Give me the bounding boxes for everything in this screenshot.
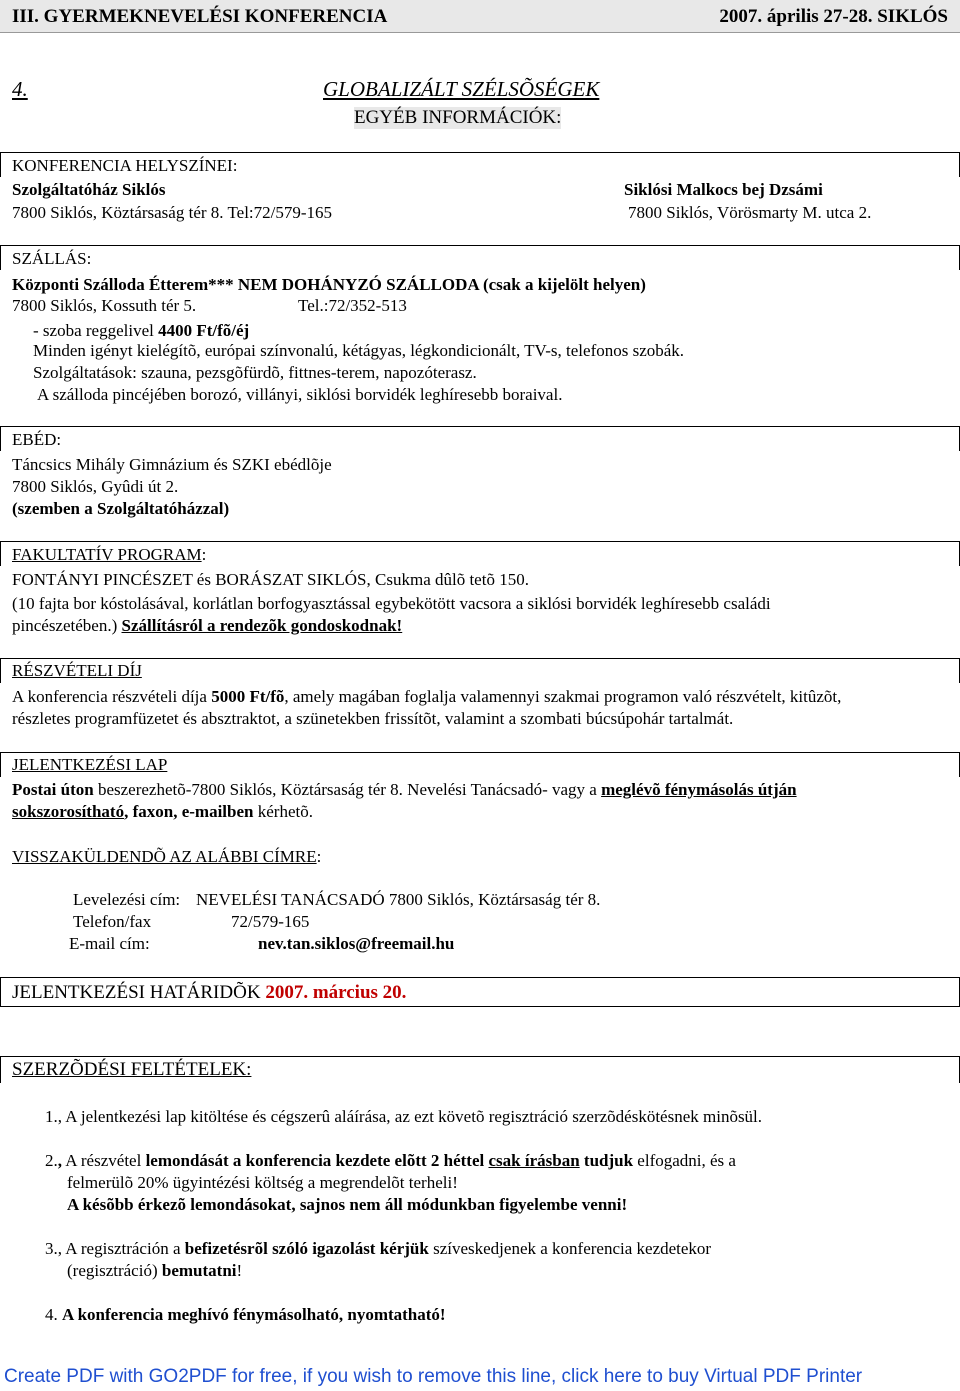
term-4-number: 4. <box>45 1305 62 1324</box>
registration-line-2 <box>12 802 313 822</box>
hotel-description-3: A szálloda pincéjében borozó, villányi, siklósi borvidék leghíresebb boraival. <box>37 385 563 404</box>
registration-line-1 <box>12 780 797 800</box>
fee-amount: 5000 Ft/fõ <box>211 687 285 706</box>
hotel-description-1: Minden igényt kielégítõ, európai színvonalú, kétágyas, légkondicionált, TV-s, telefonos szobák. <box>33 341 685 360</box>
deadline-label: JELENTKEZÉSI HATÁRIDÕK <box>12 982 266 1003</box>
reproducible: sokszorosítható <box>12 802 125 821</box>
term-3-registration: (regisztráció) <box>67 1261 162 1280</box>
header-conference-title: III. GYERMEKNEVELÉSI KONFERENCIA <box>12 6 388 27</box>
pdf-footer-link[interactable]: Create PDF with GO2PDF for free, if you wish to remove this line, click here to buy Virtual PDF Printer <box>4 1366 863 1387</box>
winery-description-cont <box>12 616 402 636</box>
email-value[interactable]: nev.tan.siklos@freemail.hu <box>258 934 455 953</box>
registration-address: beszerezhetõ-7800 Siklós, Köztársaság tér 8. Nevelési Tanácsadó- vagy a <box>93 780 602 799</box>
term-2-line-3: A késõbb érkezõ lemondásokat, sajnos nem áll módunkban figyelembe venni! <box>67 1195 628 1214</box>
term-2-intro: A részvétel <box>62 1151 146 1170</box>
lunch-heading: EBÉD: <box>12 430 62 449</box>
email-label: E-mail cím: <box>69 934 150 953</box>
winery-description: (10 fajta bor kóstolásával, korlátlan borfogyasztással egybekötött vacsora a siklósi borvidék leghíresebb családi <box>12 594 771 613</box>
optional-heading-line <box>12 545 206 565</box>
fee-heading-box <box>0 658 960 683</box>
registration-heading: JELENTKEZÉSI LAP <box>12 755 168 774</box>
venue-left-name: Szolgáltatóház Siklós <box>12 180 166 199</box>
lunch-address: 7800 Siklós, Gyûdi út 2. <box>12 477 179 496</box>
section-number: 4. <box>12 77 28 101</box>
room-price-prefix: - szoba reggelivel <box>33 321 159 340</box>
fee-heading: RÉSZVÉTELI DÍJ <box>12 661 142 680</box>
fee-includes: , amely magában foglalja valamennyi szakmai programon való részvételt, kitûzõt, <box>284 687 842 706</box>
term-3-present: bemutatni <box>161 1261 237 1280</box>
photocopy-note: meglévõ fénymásolás útján <box>601 780 797 799</box>
lodging-heading: SZÁLLÁS: <box>12 249 92 268</box>
hotel-description-2: Szolgáltatások: szauna, pezsgõfürdõ, fittnes-terem, napozóterasz. <box>33 363 477 382</box>
payment-proof: befizetésrõl szóló igazolást kérjük <box>184 1239 429 1258</box>
we-can: tudjuk <box>579 1151 634 1170</box>
term-4-text: A konferencia meghívó fénymásolható, nyomtatható! <box>62 1305 446 1324</box>
can-be-requested: kérhetõ. <box>253 802 313 821</box>
mail-label: Levelezési cím: <box>73 890 181 909</box>
lodging-heading-box <box>0 245 960 270</box>
term-3-rest: szíveskedjenek a konferencia kezdetekor <box>428 1239 712 1258</box>
phone-label: Telefon/fax <box>73 912 152 931</box>
fee-line-2: részletes programfüzetet és absztraktot, a szünetekben frissítõt, valamint a szombati búcsúpohár tartalmát. <box>12 709 734 728</box>
optional-heading-colon: : <box>201 545 207 564</box>
room-price: 4400 Ft/fõ/éj <box>158 321 250 340</box>
in-writing-only: csak írásban <box>488 1151 580 1170</box>
term-2-accept: elfogadni, és a <box>633 1151 736 1170</box>
term-3-intro: 3., A regisztráción a <box>45 1239 185 1258</box>
by-post: Postai úton <box>12 780 94 799</box>
return-heading-line <box>12 847 321 867</box>
return-heading: VISSZAKÜLDENDÕ AZ ALÁBBI CÍMRE <box>12 847 317 866</box>
room-price-line <box>33 321 249 341</box>
optional-heading: FAKULTATÍV PROGRAM <box>12 545 202 564</box>
term-2-line-1 <box>45 1151 736 1171</box>
deadline-date: 2007. március 20. <box>265 982 407 1003</box>
return-heading-colon: : <box>316 847 322 866</box>
term-3-line-1 <box>45 1239 711 1259</box>
term-3-excl: ! <box>236 1261 243 1280</box>
lunch-place: Táncsics Mihály Gimnázium és SZKI ebédlõje <box>12 455 332 474</box>
fee-intro: A konferencia részvételi díja <box>12 687 212 706</box>
lunch-note: (szemben a Szolgáltatóházzal) <box>12 499 230 518</box>
deadline-line <box>12 982 406 1004</box>
fee-line-1 <box>12 687 841 707</box>
header-date: 2007. április 27-28. SIKLÓS <box>719 6 948 27</box>
venue-right-name: Siklósi Malkocs bej Dzsámi <box>624 180 823 199</box>
winery-description-end: pincészetében.) <box>12 616 122 635</box>
pdf-footer[interactable] <box>0 1365 960 1391</box>
venue-right-address: 7800 Siklós, Vörösmarty M. utca 2. <box>628 203 872 222</box>
term-4 <box>45 1305 446 1325</box>
term-2-comma: , <box>57 1151 62 1170</box>
term-2-number: 2. <box>45 1151 58 1170</box>
cancellation-deadline: lemondását a konferencia kezdete elõtt 2 héttel <box>145 1151 485 1170</box>
hotel-address: 7800 Siklós, Kossuth tér 5. <box>12 296 197 315</box>
term-2-line-2: felmerülõ 20% ügyintézési költség a megrendelõt terheli! <box>67 1173 458 1192</box>
hotel-phone: Tel.:72/352-513 <box>298 296 407 315</box>
venues-heading: KONFERENCIA HELYSZÍNEI: <box>12 156 238 175</box>
phone-value: 72/579-165 <box>231 912 310 931</box>
transport-note: Szállításról a rendezõk gondoskodnak! <box>121 616 403 635</box>
lunch-heading-box <box>0 426 960 451</box>
term-3-line-2 <box>67 1261 242 1281</box>
venue-left-address: 7800 Siklós, Köztársaság tér 8. Tel:72/579-165 <box>12 203 333 222</box>
winery-address: FONTÁNYI PINCÉSZET és BORÁSZAT SIKLÓS, Csukma dûlõ tetõ 150. <box>12 570 529 589</box>
section-subtitle: EGYÉB INFORMÁCIÓK: <box>354 107 562 128</box>
mail-value: NEVELÉSI TANÁCSADÓ 7800 Siklós, Köztársaság tér 8. <box>196 890 601 909</box>
section-title: GLOBALIZÁLT SZÉLSÕSÉGEK <box>323 77 600 101</box>
fax-email: , faxon, e-mailben <box>124 802 254 821</box>
hotel-name: Központi Szálloda Étterem*** NEM DOHÁNYZÓ SZÁLLODA (csak a kijelölt helyen) <box>12 275 646 294</box>
terms-heading: SZERZÕDÉSI FELTÉTELEK: <box>12 1059 252 1080</box>
term-1: 1., A jelentkezési lap kitöltése és cégszerû aláírása, az ezt követõ regisztráció szerzõdéskötésnek minõsül. <box>45 1107 763 1126</box>
